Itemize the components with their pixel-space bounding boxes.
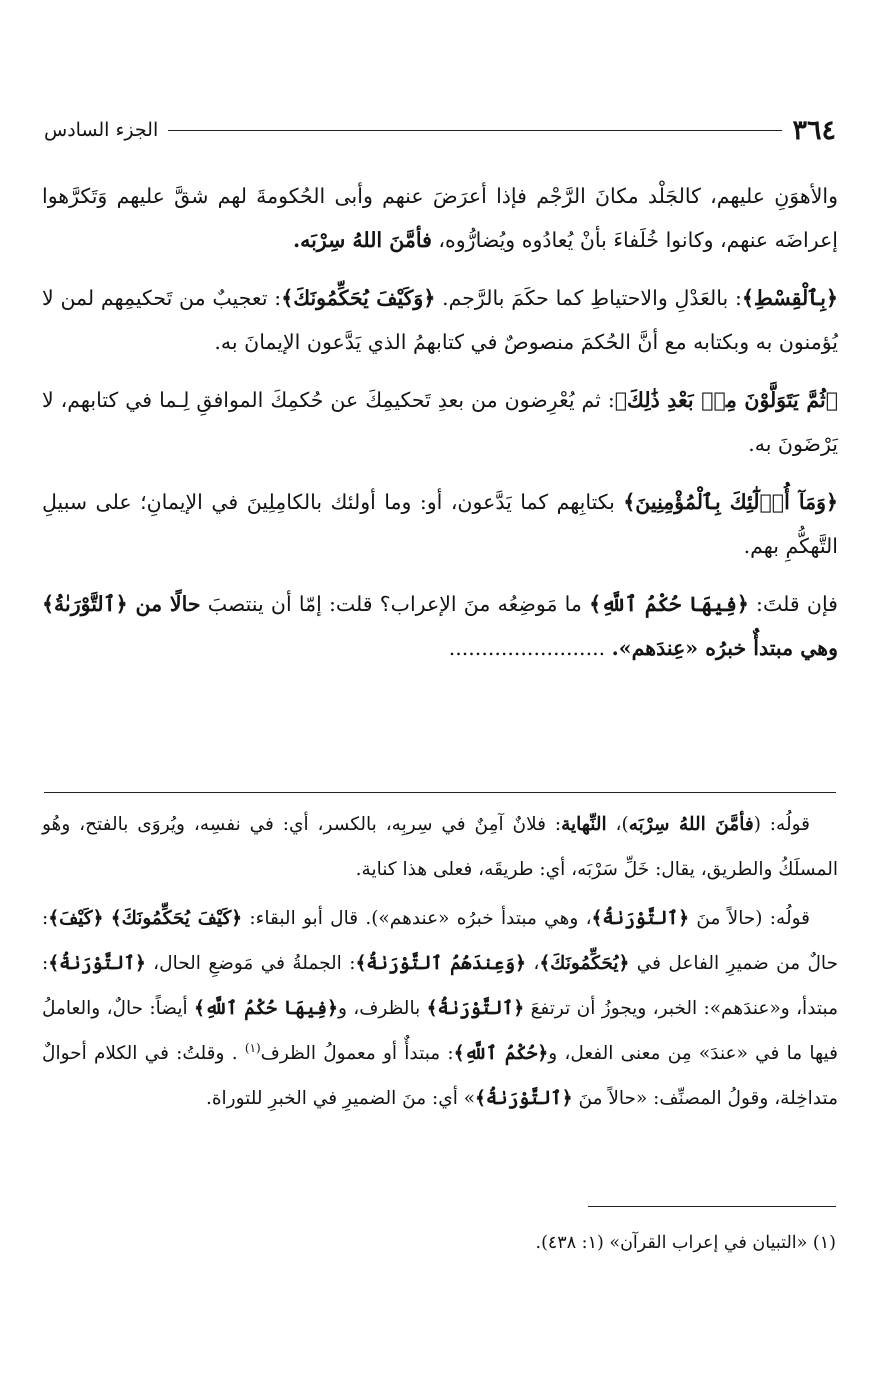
text-run: قولُه: (حالاً منَ [689, 908, 810, 929]
text-run: : ثم يُعْرِضون من بعدِ تَحكيمِكَ عن حُكمِكَ الموافقِ لِـما في كتابهم، لا يَرْضَونَ به. [42, 388, 838, 456]
quran-quote: ﴿كَيْفَ يُحَكِّمُونَكَ﴾ [110, 908, 243, 929]
text-run: بكتابِهم كما يَدَّعون، أو: وما أولئك بالكامِلِينَ في الإيمانِ؛ على سبيلِ التَّهكُّمِ بهم. [42, 490, 838, 558]
footnote-ref: (١) [244, 1040, 261, 1055]
text-run: أيضاً: حالٌ، والعاملُ فيها ما في «عندَ» مِن معنى الفعل، و [42, 998, 838, 1064]
bold-phrase: وهي مبتدأٌ خبرُه «عِندَهم». [611, 636, 838, 660]
quran-quote: ﴿ٱلتَّوْرَىٰةُ﴾ [475, 1088, 573, 1109]
quran-quote: ﴿كَيْفَ﴾ [48, 908, 104, 929]
bold-phrase: فأمَّنَ اللهُ سِرْبَه [628, 814, 754, 835]
running-header [44, 110, 836, 150]
text-run [103, 908, 110, 929]
commentary-note-2 [42, 896, 838, 1121]
text-run: : بالعَدْلِ والاحتياطِ كما حكَمَ بالرَّجم. [435, 286, 742, 310]
commentary-divider [44, 792, 836, 793]
bold-phrase: فأمَّنَ اللهُ سِرْبَه. [292, 228, 432, 252]
quran-quote: ﴿وَمَآ أُو۟لَٰٓئِكَ بِٱلْمُؤْمِنِينَ﴾ [623, 490, 838, 514]
page-number: ٣٦٤ [792, 114, 836, 146]
text-run: . وقلتُ: في الكلام أحوالٌ متداخِلة، وقولُ المصنِّف: «حالاً منَ [42, 1043, 838, 1109]
paragraph-5 [42, 582, 838, 670]
commentary [42, 802, 838, 1121]
quran-quote: ﴿ٱلتَّوْرَىٰةُ﴾ [591, 908, 690, 929]
paragraph-2 [42, 276, 838, 364]
quran-quote: ﴿يُحَكِّمُونَكَ﴾ [539, 953, 630, 974]
quran-quote: ﴿ٱلتَّوْرَىٰةُ﴾ [48, 953, 146, 974]
text-run: : الجملةُ في مَوضعِ الحال، [145, 953, 356, 974]
text-run: : مبتدأ، و«عندَهم»: الخبر، ويجوزُ أن ترتفعَ [42, 953, 838, 1019]
text-run: ، [525, 953, 540, 974]
paragraph-1 [42, 174, 838, 262]
text-run: قولُه: ( [753, 814, 810, 835]
text-run: : فلانٌ آمِنٌ في سِربِه، بالكسر، أي: في نفسِه، ويُروَى بالفتح، وهُو المسلَكُ والطريق، يقال: خَلِّ سَرْبَه، أي: طريقَه، فعلى هذا كناية. [42, 814, 838, 880]
text-run: : مبتدأٌ أو معمولُ الظرف [260, 1043, 454, 1064]
text-run: ما مَوضِعُه منَ الإعراب؟ قلت: إمّا أن ينتصبَ [200, 592, 590, 616]
continuation-dots: ........................ [448, 636, 606, 660]
text-run: : تعجيبٌ من تَحكيمِهم لمن لا يُؤمنون به وبكتابه مع أنَّ الحُكمَ منصوصٌ في كتابهمُ الذي يَدَّعون الإيمانَ به. [42, 286, 838, 354]
text-run: ، وهي مبتدأ خبرُه «عندهم»). قال أبو البقاء: [242, 908, 592, 929]
bold-phrase: حالًا من [127, 592, 201, 616]
text-run: بالظرف، و [337, 998, 427, 1019]
quran-quote: ﴿ٱلتَّوْرَىٰةُ﴾ [426, 998, 525, 1019]
quran-quote: ﴿وَعِندَهُمُ ٱلتَّوْرَىٰةُ﴾ [355, 953, 526, 974]
footnote: (١) «التبيان في إعراب القرآن» (١: ٤٣٨). [535, 1233, 836, 1253]
quran-quote: ﴿فِيهَا حُكْمُ ٱللَّهِ﴾ [589, 592, 749, 616]
quran-quote: ﴿فِيهَا حُكْمُ ٱللَّهِ﴾ [194, 998, 338, 1019]
main-text [42, 174, 838, 684]
paragraph-4 [42, 480, 838, 568]
paragraph-3 [42, 378, 838, 466]
text-run: والأهوَنِ عليهم، كالجَلْد مكانَ الرَّجْم فإذا أعرَضَ عنهم وأبى الحُكومةَ لهم شقَّ عليهم وَتَكرَّهوا إعراضَه عنهم، وكانوا خُلَفاءَ بأنْ يُعادُوه ويُضارُّوه، [42, 184, 838, 252]
header-rule [168, 130, 782, 131]
text-run: فإن قلتَ: [748, 592, 838, 616]
text-run: » أي: منَ الضميرِ في الخبرِ للتوراة. [205, 1088, 476, 1109]
quran-quote: ﴿بِٱلْقِسْطِ﴾ [741, 286, 838, 310]
footnote-rule [588, 1206, 836, 1207]
text-run: : حالٌ من ضميرِ الفاعل في [42, 908, 839, 974]
quran-quote: ﴿ثُمَّ يَتَوَلَّوْنَ مِنۢ بَعْدِ ذَٰلِكَ﴾ [614, 388, 838, 412]
quran-quote: ﴿ٱلتَّوْرَىٰةُ﴾ [42, 592, 128, 616]
commentary-note-1 [42, 802, 838, 892]
bold-phrase: النِّهاية [561, 814, 607, 835]
text-run: )، [606, 814, 629, 835]
running-title: الجزء السادس [44, 119, 159, 141]
quran-quote: ﴿حُكْمُ ٱللَّهِ﴾ [453, 1043, 549, 1064]
quran-quote: ﴿وَكَيْفَ يُحَكِّمُونَكَ﴾ [281, 286, 436, 310]
